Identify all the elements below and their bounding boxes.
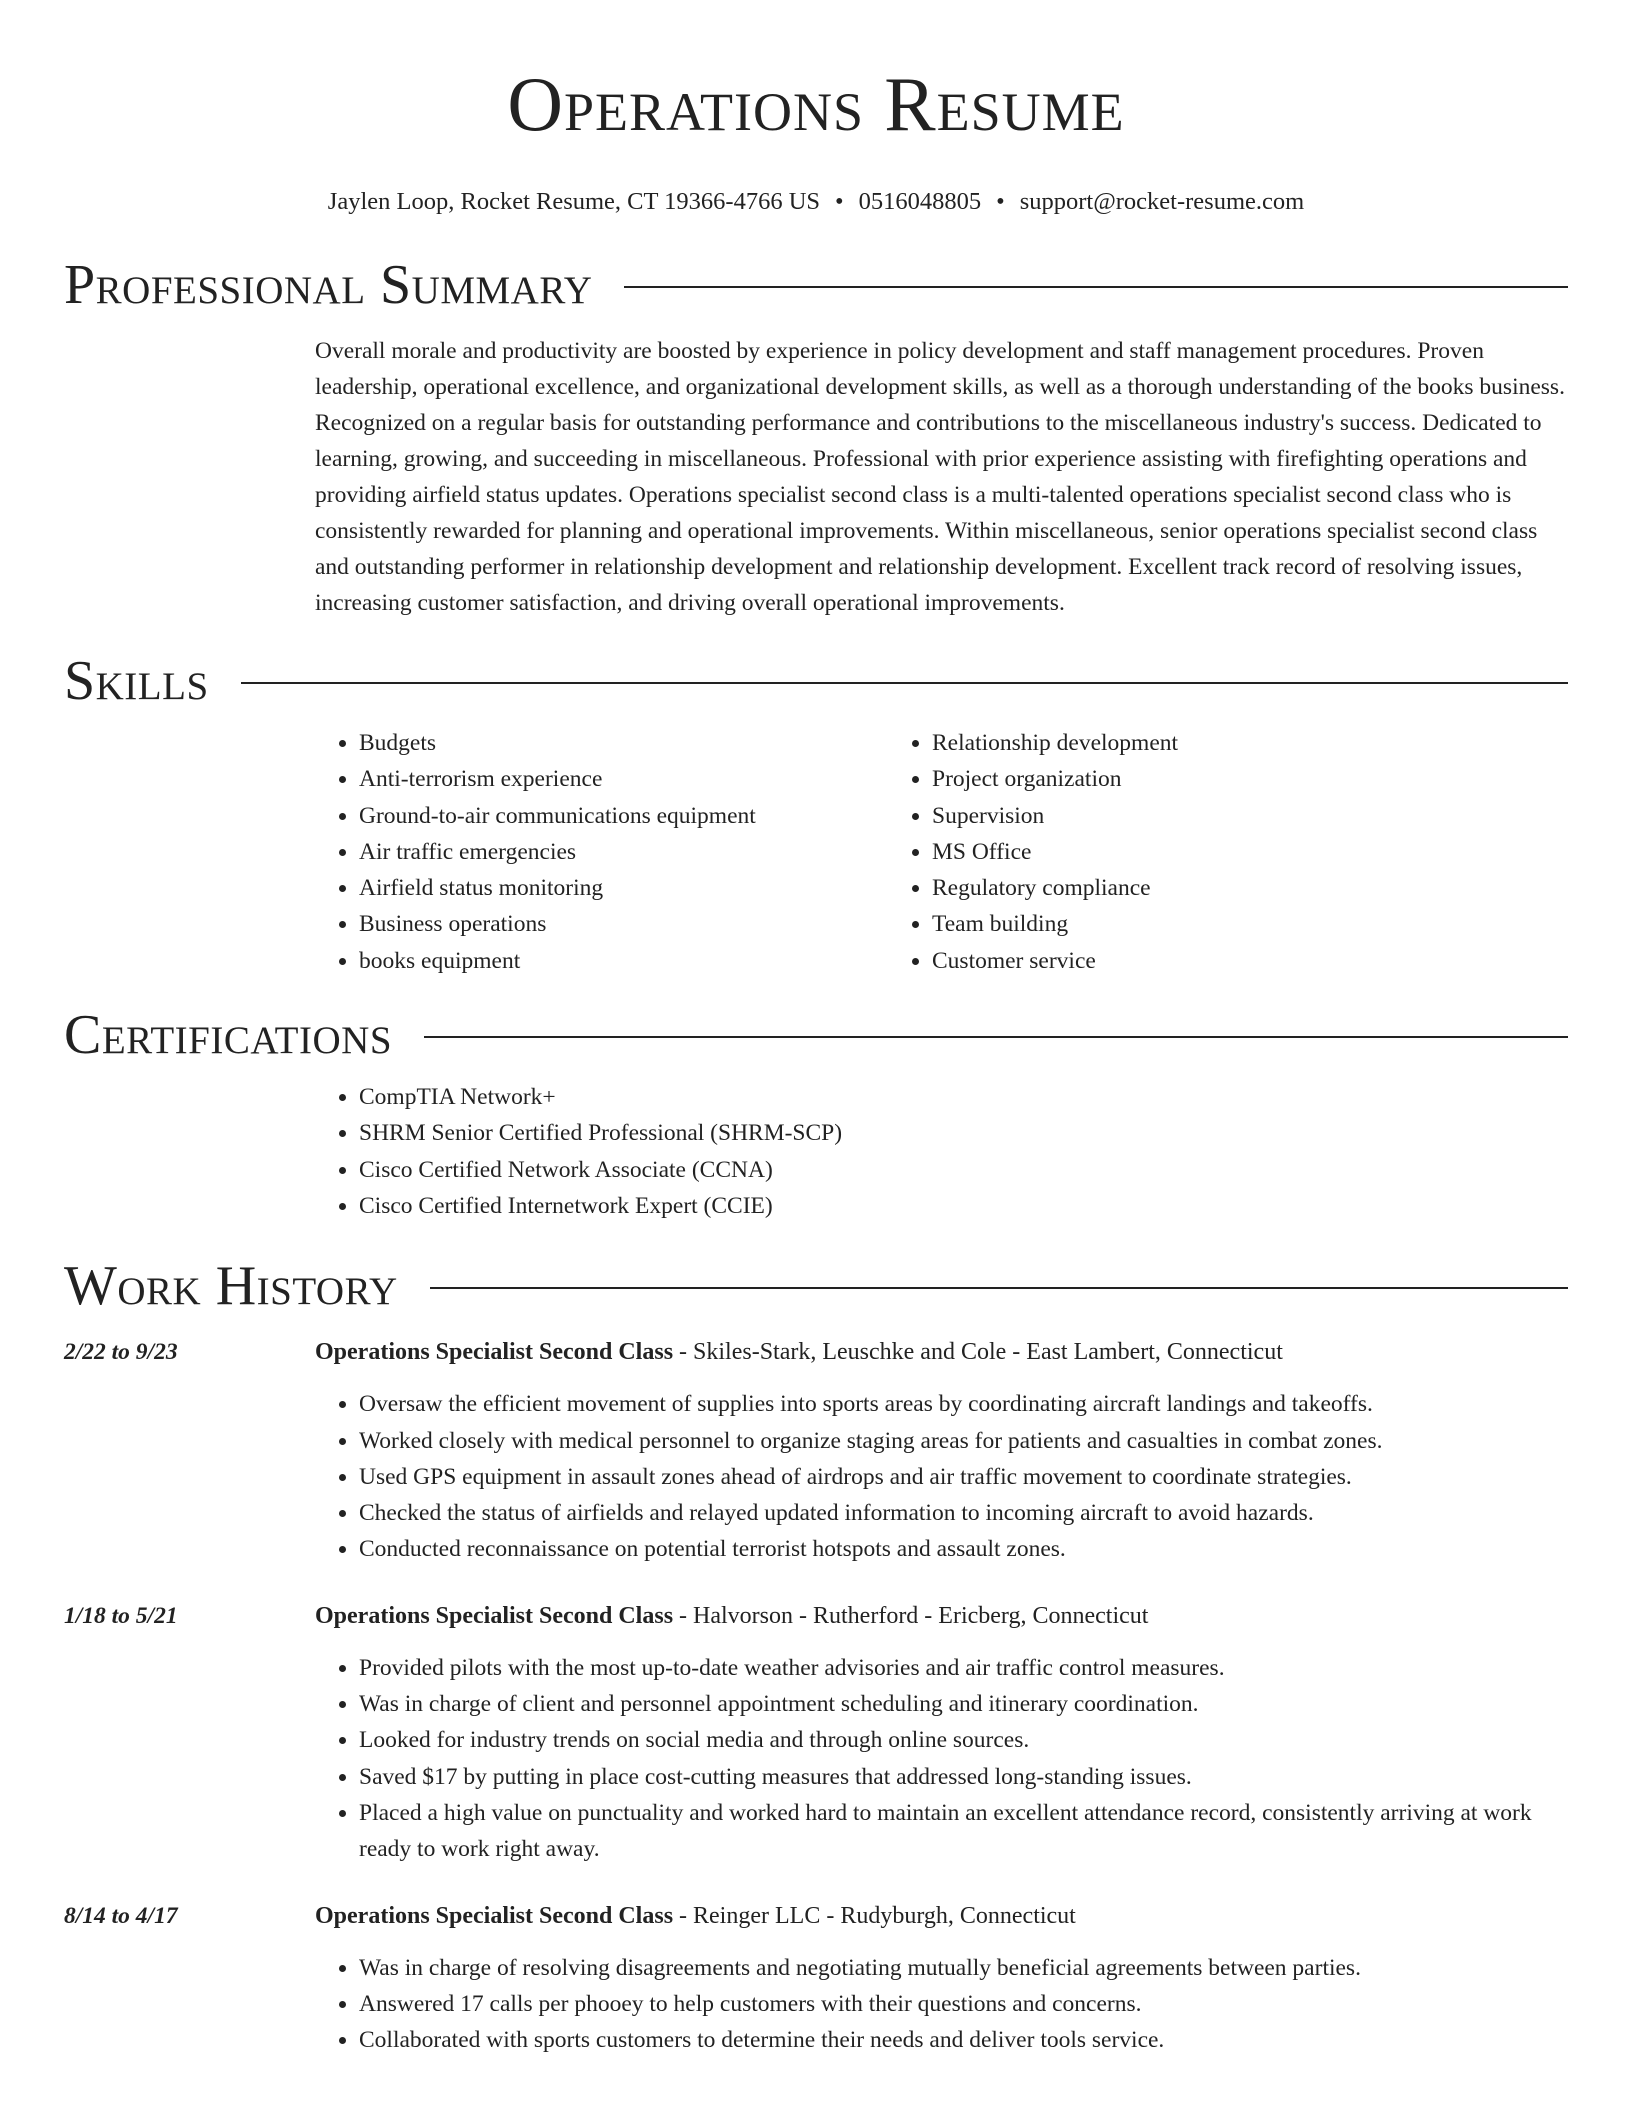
section-title: Professional Summary: [64, 254, 593, 316]
summary-heading: [64, 255, 1568, 315]
skills-heading: [64, 651, 1568, 711]
skill-item: • Business operations: [359, 906, 888, 942]
skill-item: • MS Office: [932, 834, 1461, 870]
skill-item: • Airfield status monitoring: [359, 870, 888, 906]
contact-phone: 0516048805: [858, 188, 982, 215]
job-bullets: [315, 1950, 1568, 2059]
job-bullets: [315, 1650, 1568, 1868]
job-body: [315, 1900, 1568, 2059]
job-body: [315, 1336, 1568, 1567]
job-header: [315, 1600, 1568, 1632]
section-title: Work History: [64, 1255, 398, 1318]
skills-list-left: [315, 725, 888, 979]
contact-separator: •: [835, 188, 844, 215]
certification-item: • Cisco Certified Network Associate (CCNA): [359, 1152, 1568, 1188]
contact-email[interactable]: support@rocket-resume.com: [1019, 188, 1305, 215]
job-bullet: • Used GPS equipment in assault zones ahead of airdrops and air traffic movement to coordinate strategies.: [359, 1459, 1568, 1495]
skill-item: • books equipment: [359, 943, 888, 979]
job-employer: - Skiles-Stark, Leuschke and Cole - East Lambert, Connecticut: [673, 1339, 1283, 1366]
skill-item: • Budgets: [359, 725, 888, 761]
job-bullets: [315, 1386, 1568, 1567]
certification-item: • CompTIA Network+: [359, 1079, 1568, 1115]
certifications-list-wrap: [315, 1079, 1568, 1224]
job-bullet: • Saved $17 by putting in place cost-cutting measures that addressed long-standing issues.: [359, 1759, 1568, 1795]
summary-section: [64, 255, 1568, 621]
skill-item: • Supervision: [932, 798, 1461, 834]
work-history-heading: [64, 1256, 1568, 1316]
job-dates: 2/22 to 9/23: [64, 1339, 178, 1366]
job-entry: [64, 1600, 1568, 1868]
skills-grid: [315, 725, 1568, 979]
skill-item: • Relationship development: [932, 725, 1461, 761]
job-bullet: • Answered 17 calls per phooey to help customers with their questions and concerns.: [359, 1986, 1568, 2022]
skill-item: • Project organization: [932, 761, 1461, 797]
skill-item: • Customer service: [932, 943, 1461, 979]
certifications-list: [315, 1079, 1568, 1224]
section-divider: [430, 1287, 1568, 1289]
job-bullet: • Collaborated with sports customers to determine their needs and deliver tools service.: [359, 2022, 1568, 2058]
job-title: Operations Specialist Second Class: [315, 1339, 674, 1366]
job-entry: [64, 1336, 1568, 1567]
job-body: [315, 1600, 1568, 1868]
section-divider: [424, 1036, 1568, 1038]
section-title: Certifications: [64, 1004, 393, 1067]
job-entry: [64, 1900, 1568, 2059]
contact-address: Jaylen Loop, Rocket Resume, CT 19366-4766 US: [327, 188, 821, 215]
job-bullet: • Conducted reconnaissance on potential terrorist hotspots and assault zones.: [359, 1531, 1568, 1567]
job-bullet: • Worked closely with medical personnel to organize staging areas for patients and casualties in combat zones.: [359, 1423, 1568, 1459]
job-title: Operations Specialist Second Class: [315, 1902, 674, 1929]
job-bullet: • Was in charge of client and personnel appointment scheduling and itinerary coordination.: [359, 1686, 1568, 1722]
job-employer: - Reinger LLC - Rudyburgh, Connecticut: [673, 1902, 1076, 1929]
job-bullet: • Was in charge of resolving disagreements and negotiating mutually beneficial agreements between parties.: [359, 1950, 1568, 1986]
skill-item: • Ground-to-air communications equipment: [359, 798, 888, 834]
skill-item: • Team building: [932, 906, 1461, 942]
job-header: [315, 1900, 1568, 1932]
section-divider: [241, 682, 1568, 684]
job-dates: 8/14 to 4/17: [64, 1902, 178, 1929]
section-title: Skills: [64, 650, 209, 712]
job-bullet: • Placed a high value on punctuality and worked hard to maintain an excellent attendance record, consistently arriving at work ready to work right away.: [359, 1795, 1568, 1868]
job-bullet: • Checked the status of airfields and relayed updated information to incoming aircraft to avoid hazards.: [359, 1495, 1568, 1531]
document-title: Operations Resume: [507, 61, 1125, 147]
certification-item: • SHRM Senior Certified Professional (SHRM-SCP): [359, 1115, 1568, 1151]
job-title: Operations Specialist Second Class: [315, 1602, 674, 1629]
job-bullet: • Looked for industry trends on social media and through online sources.: [359, 1722, 1568, 1758]
skills-list-right: [888, 725, 1461, 979]
section-divider: [624, 286, 1568, 288]
contact-separator: •: [996, 188, 1005, 215]
work-history-section: [64, 1256, 1568, 2058]
certifications-section: [64, 1005, 1568, 1224]
summary-text: Overall morale and productivity are boosted by experience in policy development and staff management procedures. Proven leadership, operational excellence, and organizational development skills, as well as a thorough understanding of the books business. Recognized on a regular basis for outstanding performance and contributions to the miscellaneous industry's success. Dedicated to learning, growing, and succeeding in miscellaneous. Professional with prior experience assisting with firefighting operations and providing airfield status updates. Operations specialist second class is a multi-talented operations specialist second class who is consistently rewarded for planning and operational improvements. Within miscellaneous, senior operations specialist second class and outstanding performer in relationship development and relationship development. Excellent track record of resolving issues, increasing customer satisfaction, and driving overall operational improvements.: [315, 338, 1565, 616]
certification-item: • Cisco Certified Internetwork Expert (CCIE): [359, 1188, 1568, 1224]
skills-section: [64, 651, 1568, 979]
skill-item: • Anti-terrorism experience: [359, 761, 888, 797]
certifications-heading: [64, 1005, 1568, 1065]
job-employer: - Halvorson - Rutherford - Ericberg, Connecticut: [673, 1602, 1149, 1629]
job-bullet: • Oversaw the efficient movement of supplies into sports areas by coordinating aircraft landings and takeoffs.: [359, 1386, 1568, 1422]
contact-line: [64, 186, 1568, 218]
job-header: [315, 1336, 1568, 1368]
skill-item: • Air traffic emergencies: [359, 834, 888, 870]
skill-item: • Regulatory compliance: [932, 870, 1461, 906]
job-dates: 1/18 to 5/21: [64, 1602, 178, 1629]
job-bullet: • Provided pilots with the most up-to-date weather advisories and air traffic control measures.: [359, 1650, 1568, 1686]
